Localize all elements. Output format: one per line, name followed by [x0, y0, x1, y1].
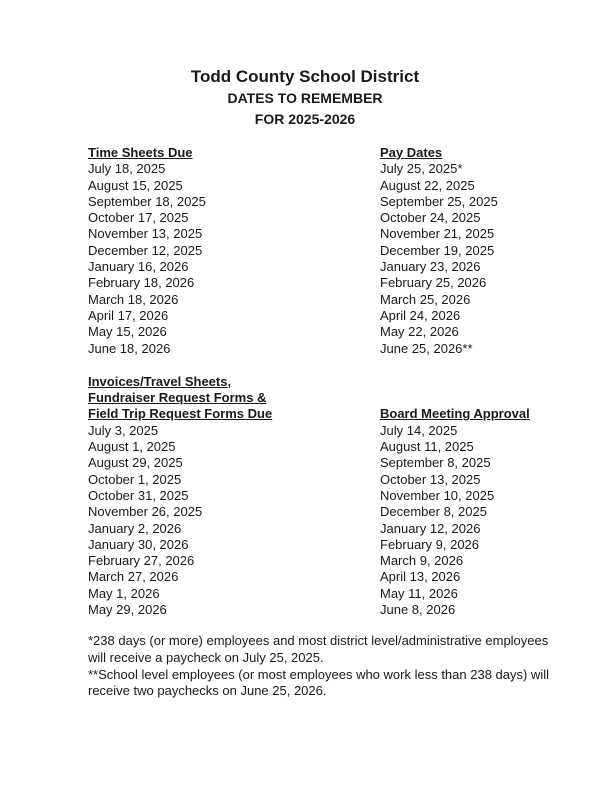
date-line: January 16, 2026 [88, 259, 189, 275]
date-line: December 19, 2025 [380, 242, 495, 258]
date-line: October 1, 2025 [88, 471, 182, 487]
footnote-line: **School level employees (or most employees who work less than 238 days) will receive two paychecks on June 25, 2026. [88, 666, 549, 699]
date-list-pay-dates [380, 161, 522, 357]
date-line: September 25, 2025 [380, 193, 498, 209]
date-line: May 22, 2026 [380, 324, 459, 340]
date-line: February 9, 2026 [380, 536, 480, 552]
document-body [0, 145, 549, 700]
date-line: February 18, 2026 [88, 275, 195, 291]
date-list-board-meeting-approval [380, 423, 530, 619]
date-line: February 25, 2026 [380, 275, 487, 291]
date-line: May 11, 2026 [380, 585, 458, 601]
heading-line: Field Trip Request Forms Due [88, 406, 273, 422]
page-subtitle-year: FOR 2025-2026 [254, 111, 356, 127]
date-line: January 12, 2026 [380, 520, 481, 536]
date-line: August 29, 2025 [88, 455, 183, 471]
date-line: December 12, 2025 [88, 242, 203, 258]
date-line: January 23, 2026 [380, 259, 481, 275]
date-line: November 13, 2025 [88, 226, 203, 242]
date-line: June 8, 2026 [380, 602, 456, 618]
date-line: March 25, 2026 [380, 291, 471, 307]
date-line: November 10, 2025 [380, 487, 495, 503]
heading-line: Time Sheets Due [88, 145, 193, 160]
date-list-time-sheets-due [88, 161, 380, 357]
date-line: July 25, 2025* [380, 161, 463, 177]
date-line: October 17, 2025 [88, 210, 189, 226]
column-invoices-forms-due [88, 374, 380, 618]
heading-line: Pay Dates [380, 145, 443, 160]
date-line: August 11, 2025 [380, 439, 474, 455]
heading-line: Fundraiser Request Forms & [88, 390, 267, 406]
date-line: February 27, 2026 [88, 553, 195, 569]
date-line: April 17, 2026 [88, 307, 169, 323]
date-line: August 15, 2025 [88, 177, 183, 193]
date-line: September 8, 2025 [380, 455, 491, 471]
date-line: May 15, 2026 [88, 324, 167, 340]
date-line: October 31, 2025 [88, 487, 189, 503]
date-line: January 30, 2026 [88, 536, 189, 552]
heading-line: Board Meeting Approval [380, 406, 530, 422]
date-line: December 8, 2025 [380, 504, 487, 520]
column-heading-pay-dates [380, 145, 522, 161]
date-line: January 2, 2026 [88, 520, 182, 536]
date-line: March 27, 2026 [88, 569, 179, 585]
date-line: May 1, 2026 [88, 585, 160, 601]
date-line: July 3, 2025 [88, 422, 159, 438]
date-line: June 18, 2026 [88, 340, 171, 356]
section-invoices-boardmeetings [88, 373, 530, 618]
column-pay-dates [380, 145, 522, 357]
document-title-block [0, 0, 610, 130]
date-line: August 22, 2025 [380, 177, 475, 193]
page-title: Todd County School District [190, 67, 420, 86]
date-line: April 24, 2026 [380, 307, 461, 323]
column-heading-time-sheets-due [88, 145, 380, 161]
date-line: November 26, 2025 [88, 504, 203, 520]
date-line: October 13, 2025 [380, 471, 481, 487]
column-heading-invoices-forms-due [88, 374, 380, 423]
column-board-meeting-approval [380, 406, 530, 618]
column-heading-board-meeting-approval [380, 406, 530, 422]
date-line: April 13, 2026 [380, 569, 461, 585]
date-line: March 18, 2026 [88, 291, 179, 307]
date-line: July 14, 2025 [380, 422, 458, 438]
date-line: September 18, 2025 [88, 193, 206, 209]
date-line: August 1, 2025 [88, 439, 176, 455]
footnotes [88, 633, 556, 699]
heading-line: Invoices/Travel Sheets, [88, 373, 232, 389]
page-subtitle: DATES TO REMEMBER [227, 90, 383, 106]
footnote-line: *238 days (or more) employees and most district level/administrative employees will receive a paycheck on July 25, 2025. [88, 633, 549, 665]
date-line: October 24, 2025 [380, 210, 481, 226]
column-time-sheets-due [88, 145, 380, 357]
date-line: March 9, 2026 [380, 553, 464, 569]
date-list-invoices-forms-due [88, 423, 380, 619]
date-line: May 29, 2026 [88, 602, 167, 618]
date-line: July 18, 2025 [88, 161, 166, 177]
section-timesheets-paydates [88, 145, 522, 357]
date-line: November 21, 2025 [380, 226, 495, 242]
date-line: June 25, 2026** [380, 340, 473, 356]
